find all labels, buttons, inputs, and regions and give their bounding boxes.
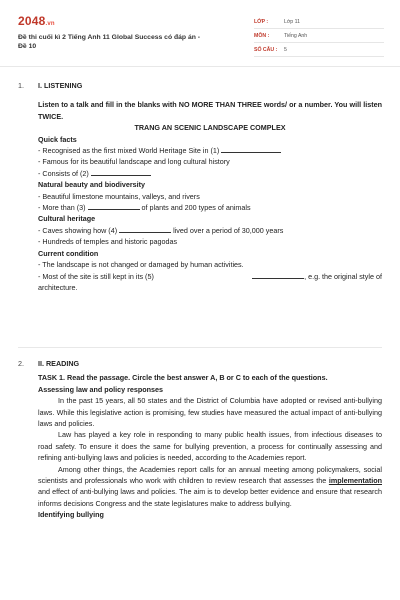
listening-instruction: Listen to a talk and fill in the blanks with NO MORE THAN THREE words/ or a number. You will listen TWICE. bbox=[38, 100, 382, 121]
meta-key: SỐ CÂU : bbox=[254, 46, 278, 53]
reading-section bbox=[18, 358, 382, 521]
fact-line: architecture. bbox=[38, 282, 78, 292]
fact-line: - Caves showing how (4) lived over a period of 30,000 years bbox=[38, 225, 284, 235]
answer-blank-1[interactable] bbox=[221, 145, 281, 153]
fact-line: - Famous for its beautiful landscape and long cultural history bbox=[38, 157, 230, 167]
passage-paragraph: Law has played a key role in responding to many public health issues, from infectious diseases to road safety. To ensure it does the same for bullying prevention, a process for continually assessing and refining anti-bullying laws and policies is needed, according to the Academies report. bbox=[38, 430, 382, 463]
fact-line: - Most of the site is still kept in its (5) , e.g. the original style of bbox=[38, 271, 382, 281]
meta-value: Tiếng Anh bbox=[284, 32, 308, 39]
document-title-line2: Đề 10 bbox=[18, 43, 37, 50]
fact-line: - The landscape is not changed or damaged by human activities. bbox=[38, 260, 244, 270]
meta-value: 5 bbox=[284, 46, 287, 53]
meta-key: MÔN : bbox=[254, 32, 270, 39]
cultural-heading: Cultural heritage bbox=[38, 214, 96, 224]
fact-line: - Hundreds of temples and historic pagodas bbox=[38, 237, 178, 247]
section-title: I. LISTENING bbox=[38, 81, 83, 90]
header-divider bbox=[0, 66, 400, 67]
underlined-word: implementation bbox=[328, 476, 382, 486]
meta-row-class bbox=[254, 15, 384, 29]
meta-table bbox=[254, 15, 384, 57]
current-heading: Current condition bbox=[38, 248, 99, 258]
passage-subtitle: Assessing law and policy responses bbox=[38, 384, 164, 394]
fact-line: - Consists of (2) bbox=[38, 168, 382, 179]
task-instruction: TASK 1. Read the passage. Circle the best answer A, B or C to each of the questions. bbox=[38, 373, 328, 383]
section-divider bbox=[18, 347, 382, 348]
quick-facts-heading: Quick facts bbox=[38, 134, 77, 144]
passage-subheading: Identifying bullying bbox=[38, 510, 104, 520]
page-header bbox=[0, 0, 400, 66]
natural-heading: Natural beauty and biodiversity bbox=[38, 180, 146, 190]
answer-blank-2[interactable] bbox=[91, 168, 151, 176]
fact-line: - Recognised as the first mixed World Heritage Site in (1) bbox=[38, 145, 382, 156]
meta-row-subject bbox=[254, 29, 384, 43]
answer-blank-5[interactable] bbox=[252, 271, 304, 279]
passage-paragraph: Among other things, the Academies report calls for an annual meeting among policymakers, social scientists and professionals who work with children to review research that assesses the implementation and effect of anti-bullying laws and policies. The aim is to develop better evidence and ensure that research informs decisions Congress and the state legislatures make to address bullying. bbox=[38, 464, 382, 508]
section-title: II. READING bbox=[38, 359, 80, 368]
fact-line: - More than (3) of plants and 200 types of animals bbox=[38, 203, 251, 213]
meta-row-questions bbox=[254, 43, 384, 57]
question-number: 1. bbox=[18, 81, 24, 90]
document-title bbox=[18, 33, 238, 51]
document-title-line1: Đề thi cuối kì 2 Tiếng Anh 11 Global Success có đáp án - bbox=[18, 34, 201, 41]
listening-heading: TRANG AN SCENIC LANDSCAPE COMPLEX bbox=[134, 123, 286, 133]
passage-paragraph: In the past 15 years, all 50 states and the District of Columbia have adopted or revised anti-bullying laws. While this legislative action is promising, few studies have measured the actual impact of anti-bullying laws and policies. bbox=[38, 396, 382, 429]
site-logo[interactable]: 2048.vn bbox=[18, 14, 55, 28]
fact-line: - Beautiful limestone mountains, valleys, and rivers bbox=[38, 191, 200, 201]
meta-key: LỚP : bbox=[254, 18, 269, 25]
answer-blank-3[interactable] bbox=[88, 202, 140, 210]
answer-blank-4[interactable] bbox=[119, 225, 171, 233]
question-number: 2. bbox=[18, 359, 24, 368]
listening-section bbox=[18, 80, 382, 293]
meta-value: Lớp 11 bbox=[284, 18, 300, 25]
